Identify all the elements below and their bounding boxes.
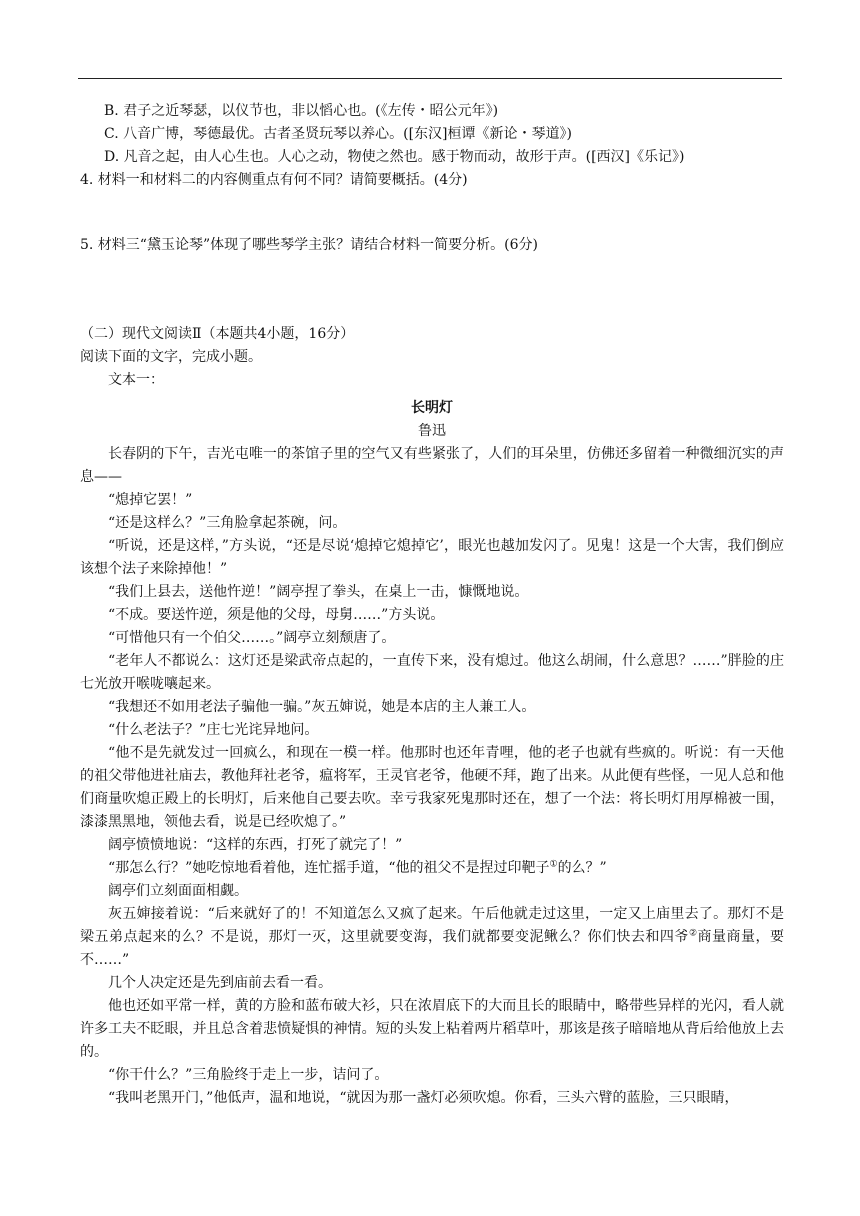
story-paragraph: “老年人不都说么：这灯还是梁武帝点起的，一直传下来，没有熄过。他这么胡闹，什么意思？……”胖脸的庄七光放开喉咙嚷起来。 <box>80 653 784 692</box>
story-paragraph: 几个人决定还是先到庙前去看一看。 <box>108 975 332 991</box>
story-paragraph: “我想还不如用老法子骗他一骗。”灰五婶说，她是本店的主人兼工人。 <box>108 699 536 715</box>
text-label: 文本一： <box>108 372 164 388</box>
story-paragraph <box>80 857 784 880</box>
footnote-marker: ② <box>688 928 698 939</box>
story-paragraph: “什么老法子？”庄七光诧异地问。 <box>108 722 319 738</box>
story-paragraph: “他不是先就发过一回疯么，和现在一模一样。他那时也还年青哩，他的老子也就有些疯的。听说：有一天他的祖父带他进社庙去，教他拜社老爷，瘟将军，王灵官老爷，他硬不拜，跑了出来。从此便有些怪，一见人总和他们商量吹熄正殿上的长明灯，后来他自己要去吹。幸亏我家死鬼那时还在，想了一个法：将长明灯用厚棉被一围，漆漆黑黑地，领他去看，说是已经吹熄了。” <box>80 745 784 830</box>
option-c: C. 八音广博，琴德最优。古者圣贤玩琴以养心。([东汉]桓谭《新论・琴道》) <box>104 126 572 142</box>
answer-space-5 <box>80 257 784 323</box>
text-run: 商量商量，要不……” <box>80 929 785 968</box>
story-paragraph: “可惜他只有一个伯父……。”阔亭立刻颓唐了。 <box>108 630 396 646</box>
option-d: D. 凡音之起，由人心生也。人心之动，物使之然也。感于物而动，故形于声。([西汉]《乐记》) <box>104 149 685 165</box>
question-4: 4. 材料一和材料二的内容侧重点有何不同？请简要概括。(4分) <box>80 172 468 188</box>
story-paragraph: 长春阴的下午，吉光屯唯一的茶馆子里的空气又有些紧张了，人们的耳朵里，仿佛还多留着一种微细沉实的声息—— <box>80 446 784 485</box>
question-5: 5. 材料三“黛玉论琴”体现了哪些琴学主张？请结合材料一简要分析。(6分) <box>80 237 538 253</box>
footnote-marker: ① <box>549 859 558 870</box>
story-paragraph <box>80 903 784 972</box>
story-paragraph: “熄掉它罢！” <box>108 492 193 508</box>
story-author: 鲁迅 <box>418 423 446 439</box>
story-paragraph: “不成。要送忤逆，须是他的父母，母舅……”方头说。 <box>108 607 445 623</box>
section-instruction: 阅读下面的文字，完成小题。 <box>80 349 262 365</box>
story-paragraph: “你干什么？”三角脸终于走上一步，诘问了。 <box>108 1067 389 1083</box>
page-body <box>80 100 784 1110</box>
answer-space-4 <box>80 192 784 234</box>
story-paragraph: “还是这样么？”三角脸拿起茶碗，问。 <box>108 515 347 531</box>
header-rule <box>78 78 782 79</box>
story-paragraph: 阔亭们立刻面面相觑。 <box>108 883 248 899</box>
story-paragraph: “听说，还是这样，”方头说，“还是尽说‘熄掉它熄掉它’，眼光也越加发闪了。见鬼！这是一个大害，我们倒应该想个法子来除掉他！” <box>80 538 784 577</box>
text-run: 灰五婶接着说：“后来就好了的！不知道怎么又疯了起来。午后他就走过这里，一定又上庙里去了。那灯不是梁五弟点起来的么？不是说，那灯一灭，这里就要变海，我们就都要变泥鳅么？你们快去和四爷 <box>80 906 784 945</box>
story-title: 长明灯 <box>411 400 453 416</box>
story-paragraph: 阔亭愤愤地说：“这样的东西，打死了就完了！” <box>108 837 403 853</box>
story-paragraph: “我们上县去，送他忤逆！”阔亭捏了拳头，在桌上一击，慷慨地说。 <box>108 584 529 600</box>
text-run: “那怎么行？”她吃惊地看着他，连忙摇手道，“他的祖父不是捏过印靶子 <box>108 860 550 876</box>
section-heading: （二）现代文阅读Ⅱ（本题共4小题，16分） <box>80 326 355 342</box>
option-b: B. 君子之近琴瑟，以仪节也，非以慆心也。(《左传・昭公元年》) <box>104 103 499 119</box>
story-paragraph: “我叫老黑开门，”他低声，温和地说，“就因为那一盏灯必须吹熄。你看，三头六臂的蓝脸，三只眼睛， <box>108 1090 739 1106</box>
text-run: 的么？” <box>557 860 607 876</box>
story-paragraph: 他也还如平常一样，黄的方脸和蓝布破大衫，只在浓眉底下的大而且长的眼睛中，略带些异样的光闪，看人就许多工夫不眨眼，并且总含着悲愤疑惧的神情。短的头发上粘着两片稻草叶，那该是孩子暗暗地从背后给他放上去的。 <box>80 998 784 1060</box>
